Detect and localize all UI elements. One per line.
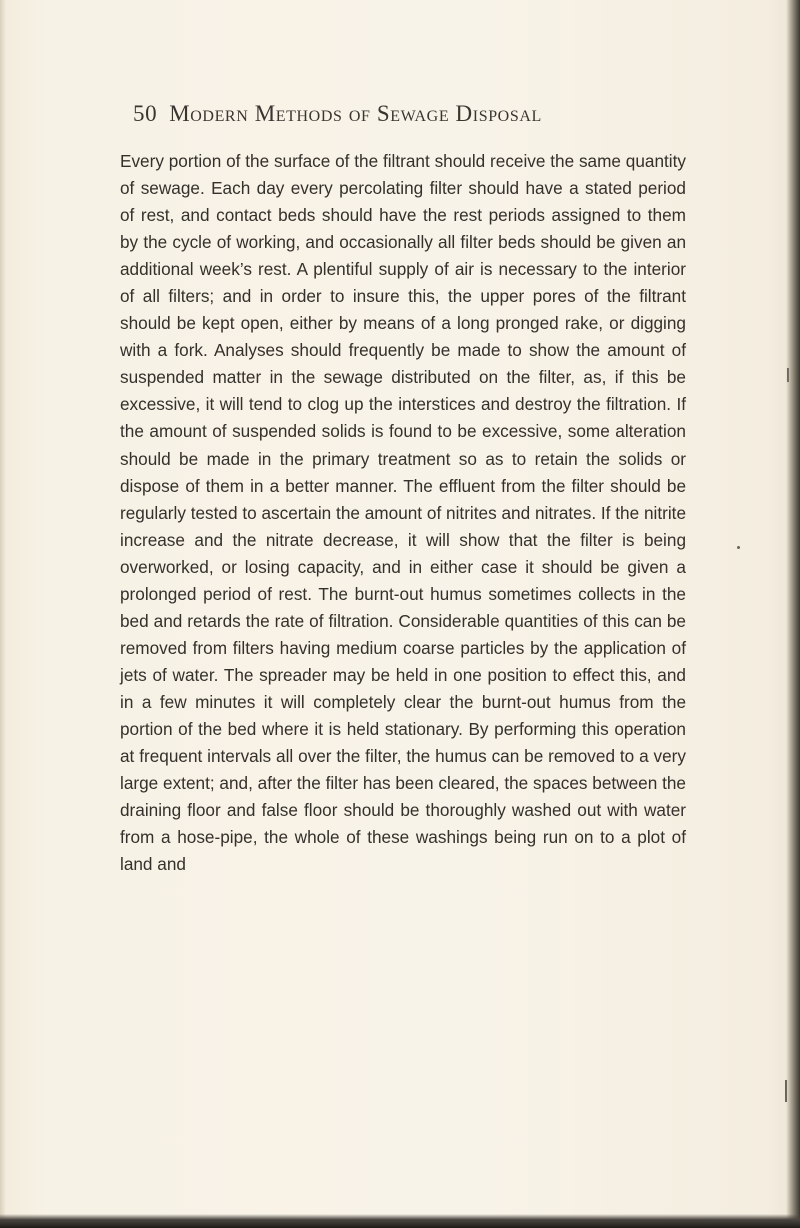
body-paragraph: Every portion of the surface of the filtrant should receive the same quantity of sewage. Each day every percolating filter should have a stated period of rest, and contact beds should have the rest periods assigned to them by the cycle of working, and occasionally all filter beds should be given an additional week’s rest. A plentiful supply of air is necessary to the interior of all filters; and in order to insure this, the upper pores of the filtrant should be kept open, either by means of a long pronged rake, or digging with a fork. Analyses should frequently be made to show the amount of suspended matter in the sewage distributed on the filter, as, if this be excessive, it will tend to clog up the interstices and destroy the filtration. If the amount of suspended solids is found to be excessive, some alteration should be made in the primary treatment so as to retain the solids or dispose of them in a better manner. The effluent from the filter should be regularly tested to ascertain the amount of nitrites and nitrates. If the nitrite increase and the nitrate decrease, it will show that the filter is being overworked, or losing capacity, and in either case it should be given a prolonged period of rest. The burnt-out humus sometimes collects in the bed and retards the rate of filtration. Considerable quantities of this can be removed from filters having medium coarse particles by the application of jets of water. The spreader may be held in one position to effect this, and in a few minutes it will completely clear the burnt-out humus from the portion of the bed where it is held stationary. By performing this operation at frequent intervals all over the filter, the humus can be removed to a very large extent; and, after the filter has been cleared, the spaces between the draining floor and false floor should be thoroughly washed out with water from a hose-pipe, the whole of these washings being run on to a plot of land and <box>120 151 686 875</box>
page-number: 50 <box>133 101 158 126</box>
page-gutter-shadow <box>0 0 6 1228</box>
margin-mark <box>737 546 740 549</box>
page-header <box>133 101 693 127</box>
page-edge-shadow <box>786 0 800 1228</box>
running-head: Modern Methods of Sewage Disposal <box>169 101 542 126</box>
page-bottom-shadow <box>0 1214 800 1228</box>
